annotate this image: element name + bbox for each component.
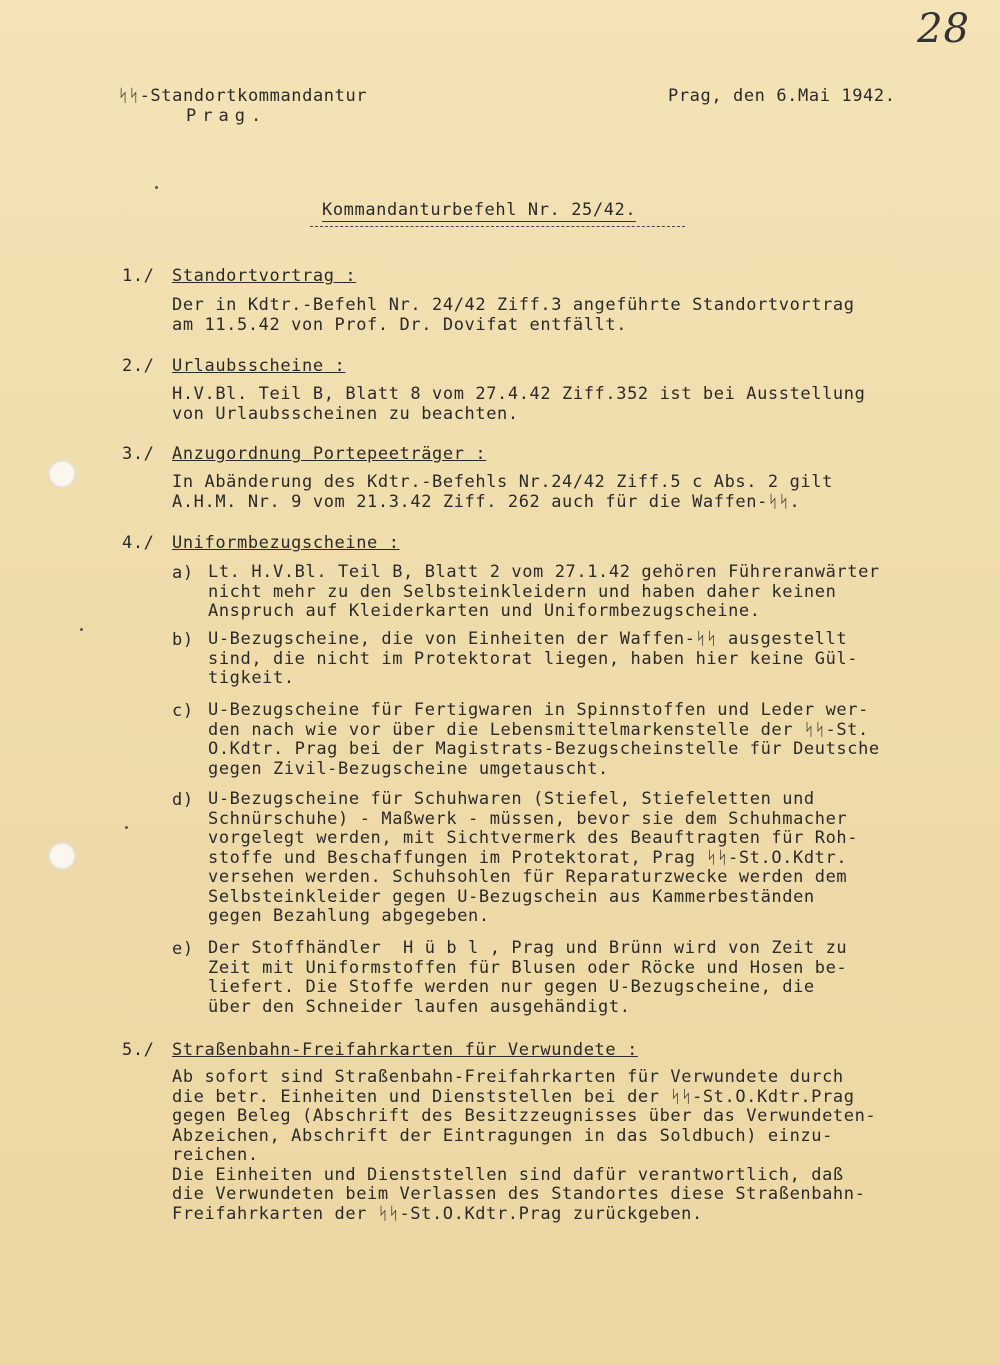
section-body: In Abänderung des Kdtr.-Befehls Nr.24/42 Ziff.5 c Abs. 2 gilt A.H.M. Nr. 9 vom 21.3.42 Ziff. 262 auch für die Waffen-ᛋᛋ. xyxy=(172,472,833,512)
item-text: Lt. H.V.Bl. Teil B, Blatt 2 vom 27.1.42 gehören Führeranwärter nicht mehr zu den Selbsteinkleidern und haben daher keinen Anspruch auf Kleiderkarten und Uniformbezugscheine. xyxy=(208,562,880,621)
document-title: Kommandanturbefehl Nr. 25/42. xyxy=(322,200,637,220)
item-text: Der Stoffhändler H ü b l , Prag und Brünn wird von Zeit zu Zeit mit Uniformstoffen für Blusen oder Röcke und Hosen be- liefert. Die Stoffe werden nur gegen U-Bezugscheine, die über den Schneider laufen ausgehändigt. xyxy=(208,938,848,1017)
section-number: 2./ xyxy=(122,356,155,376)
section-body: H.V.Bl. Teil B, Blatt 8 vom 27.4.42 Ziff.352 ist bei Ausstellung von Urlaubsscheinen zu beachten. xyxy=(172,384,866,424)
section-number: 1./ xyxy=(122,266,155,286)
section-heading: Standortvortrag : xyxy=(172,266,357,286)
item-label: c) xyxy=(172,701,194,721)
item-label: a) xyxy=(172,563,194,583)
section-body: Der in Kdtr.-Befehl Nr. 24/42 Ziff.3 angeführte Standortvortrag am 11.5.42 von Prof. Dr. Dovifat entfällt. xyxy=(172,295,855,335)
document-date: Prag, den 6.Mai 1942. xyxy=(668,86,896,106)
item-label: e) xyxy=(172,939,194,959)
item-label: d) xyxy=(172,790,194,810)
section-heading: Straßenbahn-Freifahrkarten für Verwundete : xyxy=(172,1040,638,1060)
section-heading: Anzugordnung Portepeeträger : xyxy=(172,444,487,464)
section-heading: Urlaubsscheine : xyxy=(172,356,346,376)
section-number: 3./ xyxy=(122,444,155,464)
section-body: Ab sofort sind Straßenbahn-Freifahrkarten für Verwundete durch die betr. Einheiten und Dienststellen bei der ᛋᛋ-St.O.Kdtr.Prag gegen Beleg (Abschrift des Besitzzeugnisses über das Verwundeten- Abzeichen, Abschrift der Eintragungen in das Soldbuch) einzu- reichen. Die Einheiten und Dienststellen sind dafür verantwortlich, daß die Verwundeten beim Verlassen des Standortes diese Straßenbahn- Freifahrkarten der ᛋᛋ-St.O.Kdtr.Prag zurückgeben. xyxy=(172,1067,877,1224)
item-text: U-Bezugscheine, die von Einheiten der Waffen-ᛋᛋ ausgestellt sind, die nicht im Protektorat liegen, haben hier keine Gül- tigkeit. xyxy=(208,629,859,688)
sender-line-1: ᛋᛋ-Standortkommandantur xyxy=(118,86,368,106)
punch-hole-bottom xyxy=(48,842,76,870)
item-label: b) xyxy=(172,630,194,650)
sender-line-2: Prag. xyxy=(186,106,268,126)
section-heading: Uniformbezugscheine : xyxy=(172,533,400,553)
page-number: 28 xyxy=(917,6,970,52)
title-rule xyxy=(310,226,685,227)
ink-speck xyxy=(80,628,83,631)
ink-speck xyxy=(155,186,158,189)
item-text: U-Bezugscheine für Fertigwaren in Spinnstoffen und Leder wer- den nach wie vor über die Lebensmittelmarkenstelle der ᛋᛋ-St. O.Kdtr. Prag bei der Magistrats-Bezugscheinstelle für Deutsche gegen Zivil-Bezugscheine umgetauscht. xyxy=(208,700,880,779)
ink-speck xyxy=(125,826,128,829)
punch-hole-top xyxy=(48,460,76,488)
section-number: 4./ xyxy=(122,533,155,553)
section-number: 5./ xyxy=(122,1040,155,1060)
item-text: U-Bezugscheine für Schuhwaren (Stiefel, Stiefeletten und Schnürschuhe) - Maßwerk - müssen, bevor sie dem Schuhmacher vorgelegt werden, mit Sichtvermerk des Beauftragten für Roh- stoffe und Beschaffungen im Protektorat, Prag ᛋᛋ-St.O.Kdtr. versehen werden. Schuhsohlen für Reparaturzwecke werden dem Selbsteinkleider gegen U-Bezugschein aus Kammerbeständen gegen Bezahlung abgegeben. xyxy=(208,789,859,926)
